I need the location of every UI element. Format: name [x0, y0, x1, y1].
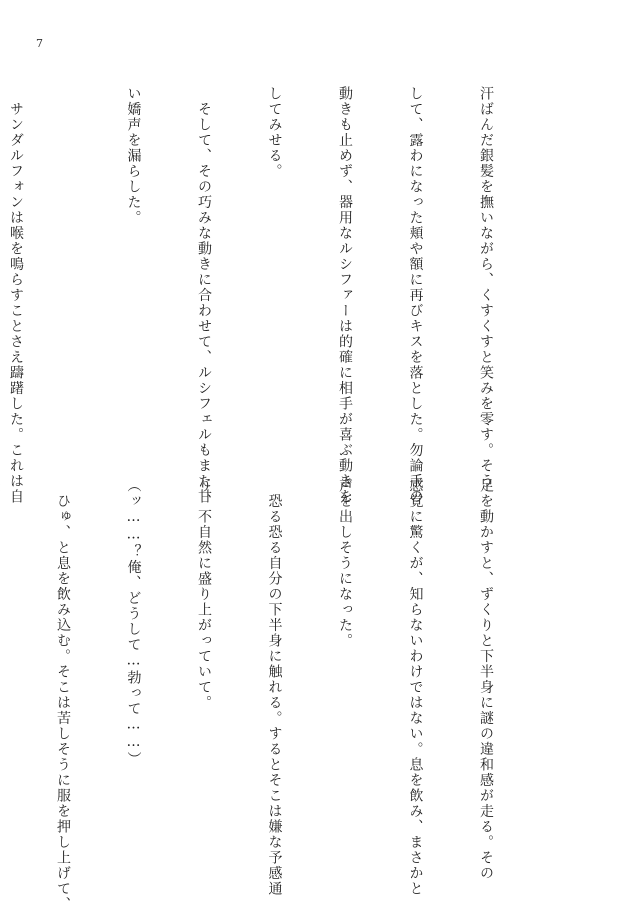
- text-line: して、露わになった頬や額に再びキスを落とした。勿論手の: [407, 86, 424, 505]
- text-line: （ッ……？俺、どうして…勃って……）: [125, 478, 142, 767]
- text-line: い嬌声を漏らした。: [125, 86, 142, 226]
- text-line: 声を出しそうになった。: [337, 478, 353, 649]
- text-line: [0, 478, 4, 840]
- text-line: 汗ばんだ銀髪を撫いながら、くすくすと笑みを零す。そう: [478, 86, 494, 489]
- text-line: 感覚に驚くが、知らないわけではない。息を飲み、まさかと: [407, 478, 424, 897]
- text-line: ひゅ、と息を飲み込む。そこは苦しそうに服を押し上げて、: [55, 478, 71, 912]
- page-number: 7: [36, 37, 43, 50]
- text-block-bottom: [55, 478, 544, 912]
- text-line: そして、その巧みな動きに合わせて、ルシフェルもまた甘: [196, 86, 212, 505]
- text-block-top: [8, 86, 544, 505]
- text-line: してみせる。: [266, 86, 283, 179]
- text-line: サンダルフォンは喉を鳴らすことさえ躊躇した。これは自: [8, 86, 24, 505]
- text-line: 動きも止めず、器用なルシファーは的確に相手が喜ぶ動きを: [337, 86, 353, 505]
- text-line: 足を動かすと、ずくりと下半身に謎の違和感が走る。その: [478, 478, 494, 881]
- text-line: 恐る恐る自分の下半身に触れる。するとそこは嫌な予感通: [266, 478, 283, 897]
- text-line: り、不自然に盛り上がっていて。: [196, 478, 212, 711]
